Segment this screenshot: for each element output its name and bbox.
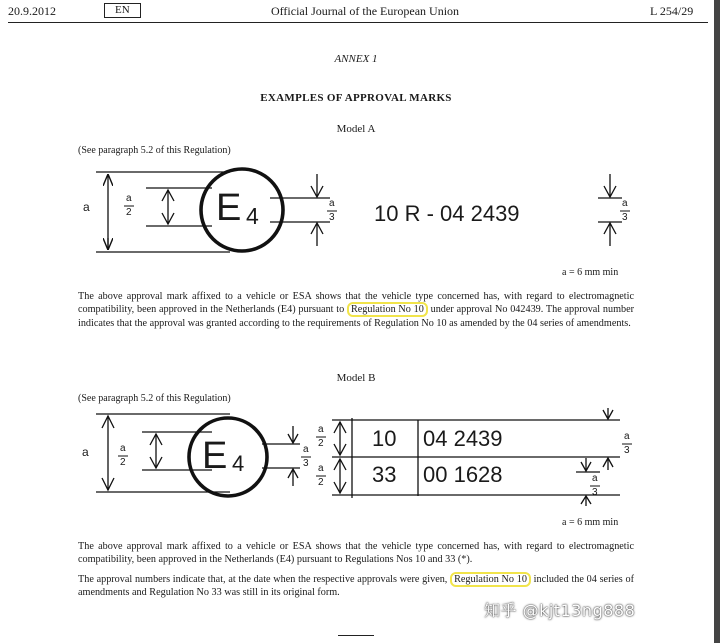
model-a-half-num: a [126,193,132,204]
highlight-regulation-no-10-b: Regulation No 10 [450,572,531,587]
model-b-paragraph-2 [78,573,634,600]
model-b-circle-number: 4 [232,451,245,476]
model-b-paragraph-2-post: included the 04 series of amendments and Regulation No 33 was still in its original form. [78,574,634,599]
model-b-half-den: 2 [120,457,126,468]
model-a-right-third-num: a [622,198,628,209]
model-b-lower-third-den: 3 [592,487,598,498]
model-b-row2-approval: 00 1628 [423,462,503,487]
model-b-circle-letter: E [202,435,228,477]
model-a-third-num: a [329,198,335,209]
model-a-mark [96,169,630,252]
model-b-min-note: a = 6 mm min [562,517,619,528]
model-a-see-paragraph: (See paragraph 5.2 of this Regulation) [78,145,231,156]
model-b-row1-half-num: a [318,424,324,435]
highlight-regulation-no-10: Regulation No 10 [347,302,428,317]
model-b-see-paragraph: (See paragraph 5.2 of this Regulation) [78,393,231,404]
model-b-paragraph-2-pre: The approval numbers indicate that, at the date when the respective approvals were given, [78,574,451,585]
model-b-row1-regulation: 10 [372,426,397,451]
header-date: 20.9.2012 [8,4,56,18]
language-badge: EN [104,3,141,18]
page-reference: L 254/29 [650,4,694,18]
model-a-heading: Model A [336,123,376,135]
model-b-row2-half-num: a [318,463,324,474]
model-a-half-den: 2 [126,207,132,218]
model-a-third-den: 3 [329,212,335,223]
model-b-lower-third-num: a [592,473,598,484]
model-a-paragraph-post: under approval No 042439. The approval number indicates that the approval was granted according to the requirements of Regulation No 10 as amended by the 04 series of amendments. [78,304,635,329]
model-b-right-third-num: a [624,431,630,442]
model-b-third-den: 3 [303,458,309,469]
document-title: EXAMPLES OF APPROVAL MARKS [260,92,452,104]
model-a-circle-letter: E [216,187,242,229]
zhihu-watermark: 知乎 @kjt13ng888 [484,601,636,620]
model-b-row1-approval: 04 2439 [423,426,503,451]
model-b-heading: Model B [336,372,376,384]
journal-title: Official Journal of the European Union [270,4,460,18]
model-b-row2-regulation: 33 [372,462,397,487]
model-b-row1-half-den: 2 [318,438,324,449]
annex-label: ANNEX 1 [334,53,378,65]
model-a-circle-number: 4 [246,203,259,229]
model-b-row2-half-den: 2 [318,477,324,488]
model-a-right-third-den: 3 [622,212,628,223]
model-b-paragraph-1: The above approval mark affixed to a vehicle or ESA shows that the vehicle type concerned has, with regard to electromagnetic compatibility, been approved in the Netherlands (E4) pursuant to Regulations Nos 10 and 33 (*). [78,541,634,566]
footnote-rule [338,635,374,636]
page-edge-shadow [714,0,720,643]
model-b-mark [96,408,632,506]
model-b-right-third-den: 3 [624,445,630,456]
model-a-paragraph-pre: The above approval mark affixed to a vehicle or ESA shows that the vehicle type concerned has, with regard to electromagnetic compatibility, been approved in the Netherlands (E4) pursuant to [78,291,634,316]
model-a-approval-number: 10 R - 04 2439 [374,201,520,226]
model-b-half-num: a [120,443,126,454]
model-b-third-num: a [303,444,309,455]
model-b-dim-a: a [82,445,89,459]
model-a-dim-a: a [83,200,90,214]
model-a-min-note: a = 6 mm min [562,267,619,278]
model-a-paragraph [78,290,634,330]
